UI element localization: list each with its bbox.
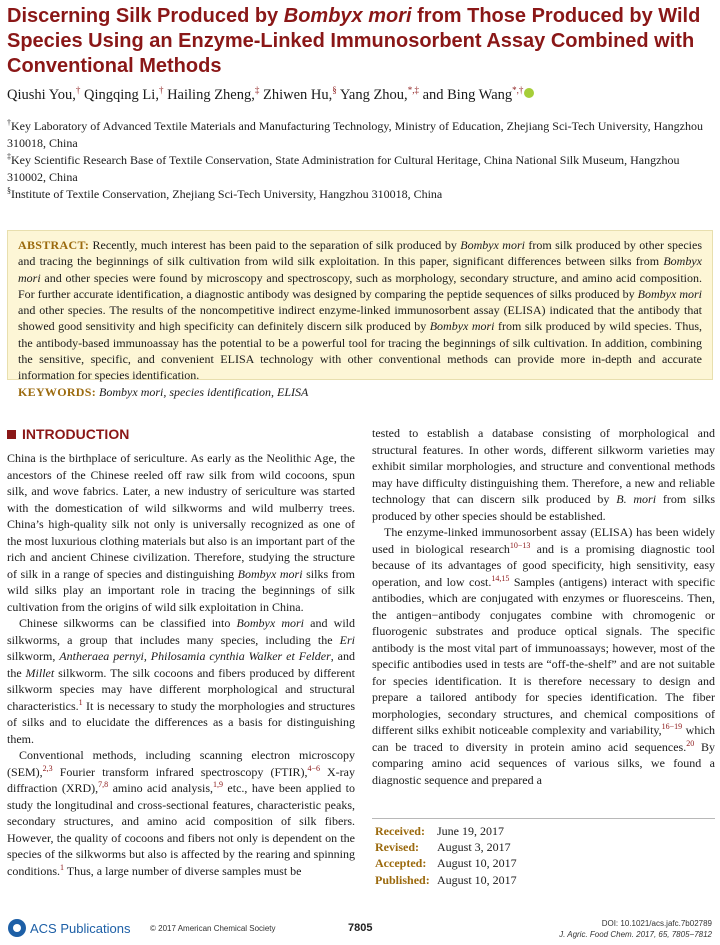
dates-divider [372,818,715,819]
paragraph: China is the birthplace of sericulture. As early as the Neolithic Age, the ancestors of the Chinese reeled off raw silk from wild cocoons, spun silk, and wove fabrics. Later, a new industry of sericulture was started with the domestication of wild silkworms and wild mulberry trees. China’s high-quality silk not only is universally recognized as one of the most luxurious clothing materials but also is an important part of the rich and ancient Chinese civilization. Therefore, studying the structure of silk in a range of species and distinguishing Bombyx mori silks from wild silks play an important role in tracing the beginnings of silk cultivation from the origins of wild silk exploitation in China. [7,451,355,614]
author[interactable]: Zhiwen Hu,§ [263,85,337,103]
publication-dates [375,823,715,888]
left-column [7,450,355,879]
paragraph: The enzyme-linked immunosorbent assay (ELISA) has been widely used in biological research$^{10-13}$ and is a promising diagnostic tool because of its advantages of good specificity, high sensitivity, easy operation, and low cost.$^{14,15}$ Samples (antigens) interact with specific antibodies, which are conjugated with enzymes or fluoresceins. Then, the antigen−antibody conjugates combine with chromogenic or fluorogenic substrates and produce optical signals. The specific antibody is the most vital part of immunoassays; however, most of the specific antibodies used in tests are “off-the-shelf” and are not suitable for species identification. It is therefore necessary to design and prepare a tailored antibody for species identification. The fiber morphologies, secondary structures, and chemical compositions of different silks exhibit noticeable complexity and variability,$^{16-19}$ which can be traced to diversity in protein amino acid sequences.$^{20}$ By comparing amino acid sequences of various silks, we found a diagnostic sequence and prepared a [372,525,716,787]
affiliation: ‡Key Scientific Research Base of Textile Conservation, State Administration for Cultural Heritage, China National Silk Museum, Hangzhou 310002, China [7,152,680,184]
author[interactable]: and Bing Wang*,† [422,85,524,103]
author[interactable]: Qiushi You,† [7,85,81,103]
paragraph: Chinese silkworms can be classified into Bombyx mori and wild silkworms, a group that includes many species, including the Eri silkworm, Antheraea pernyi, Philosamia cynthia Walker et Felder, and the Millet silkworm. The silk cocoons and fibers produced by different silkworm species may have different morphological and structural characteristics.$^1$ It is necessary to study the morphologies and structures of silks and to elucidate the differences as a basis for distinguishing them. [7,616,355,746]
citation-link[interactable]: 2,3 [42,763,53,773]
keywords-label: KEYWORDS: [18,384,97,399]
abstract-label: ABSTRACT: [18,238,90,252]
acs-logo-icon [8,919,26,937]
date-row: Received: June 19, 2017 [375,824,504,838]
paragraph: tested to establish a database consisting of morphological and structural features. In other words, different silkworm varieties may exhibit similar morphologies, and structure and conventional methods may have difficulty distinguishing them. Therefore, a new and reliable technology that can discern silk produced by B. mori from silks produced by other species should be established. [372,426,716,523]
citation-link[interactable]: 20 [686,738,695,748]
citation-link[interactable]: 7,8 [98,780,109,789]
citation-link[interactable]: 16−19 [661,722,683,731]
section-marker-icon [7,430,16,439]
paragraph: Conventional methods, including scanning electron microscopy (SEM),$^{2,3}$ Fourier transform infrared spectroscopy (FTIR),$^{4-6}$ X-ray diffraction (XRD),$^{7,8}$ amino acid analysis,$^{1,9}$ etc., have been applied to study the longitudinal and cross-sectional features, characteristic peaks, secondary structures, and amino acid composition of silk fibers. However, the quality of cocoons and fibers not only is dependent on the species of the silkworms but also is affected by the rearing and spinning conditions.$^1$ Thus, a large number of diverse samples must be [7,748,355,878]
abstract-box [7,230,713,399]
citation-link[interactable]: 10−13 [509,540,531,550]
author[interactable]: Yang Zhou,*,‡ [339,85,419,103]
citation-link[interactable]: 14,15 [491,573,510,583]
title-text-2: from Those Produced by Wild Species Using an Enzyme-Linked Immunosorbent Assay Combined with Conventional Methods [7,5,701,77]
journal-citation: J. Agric. Food Chem. 2017, 65, 7805−7812 [559,930,712,939]
section-heading-introduction: INTRODUCTION [7,426,129,442]
page-footer [0,915,720,945]
acs-publications-logo[interactable]: ACS Publications [8,919,130,937]
affiliations [7,118,715,203]
affiliation: §Institute of Textile Conservation, Zhejiang Sci-Tech University, Hangzhou 310018, China [7,186,443,201]
author-list [7,86,715,104]
author[interactable]: Qingqing Li,† [84,85,164,103]
author[interactable]: Hailing Zheng,‡ [167,85,260,103]
affiliation: †Key Laboratory of Advanced Textile Materials and Manufacturing Technology, Ministry of Education, Zhejiang Sci-Tech University, Hangzhou 310018, China [7,118,703,150]
citation-link[interactable]: 1 [60,862,64,872]
citation-link[interactable]: 1 [78,697,83,707]
date-row: Accepted: August 10, 2017 [375,856,517,871]
article-title [7,4,715,79]
keywords-text: Bombyx mori, species identification, ELISA [96,384,309,399]
date-row: Revised: August 3, 2017 [375,840,511,855]
doi-link[interactable]: DOI: 10.1021/acs.jafc.7b02789 [601,919,712,928]
copyright: © 2017 American Chemical Society [150,924,276,933]
citation-link[interactable]: 4−6 [307,763,320,773]
citation-link[interactable]: 1,9 [213,780,224,789]
doi-citation[interactable] [559,918,712,940]
page-number: 7805 [348,922,373,934]
keywords [18,384,702,400]
title-text-1: Discerning Silk Produced by [7,5,284,27]
title-species: Bombyx mori [283,5,412,27]
right-column [372,425,715,788]
orcid-icon[interactable] [524,88,534,98]
date-row: Published: August 10, 2017 [375,872,517,887]
abstract-text: ABSTRACT: Recently, much interest has been paid to the separation of silk produced by Bombyx mori from silk produced by other species and tracing the beginnings of silk cultivation from wild silk exploitation. In this paper, significant differences between silks from Bombyx mori and other species were found by microscopy and spectroscopy, such as morphology, secondary structure, and amino acid composition. For further accurate identification, a diagnostic antibody was designed by comparing the peptide sequences of silks produced by Bombyx mori and other species. The results of the noncompetitive indirect enzyme-linked immunosorbent assay (ELISA) indicated that the antibody that showed good sensitivity and high specificity can definitely discern silk produced by Bombyx mori from silk produced by wild species. Thus, the antibody-based immunoassay has the potential to be a powerful tool for tracing the beginnings of silk cultivation. In addition, combining the sensitive, specific, and convenient ELISA technology with other conventional methods can provide more in-depth and accurate information for species identification. [18,238,703,383]
